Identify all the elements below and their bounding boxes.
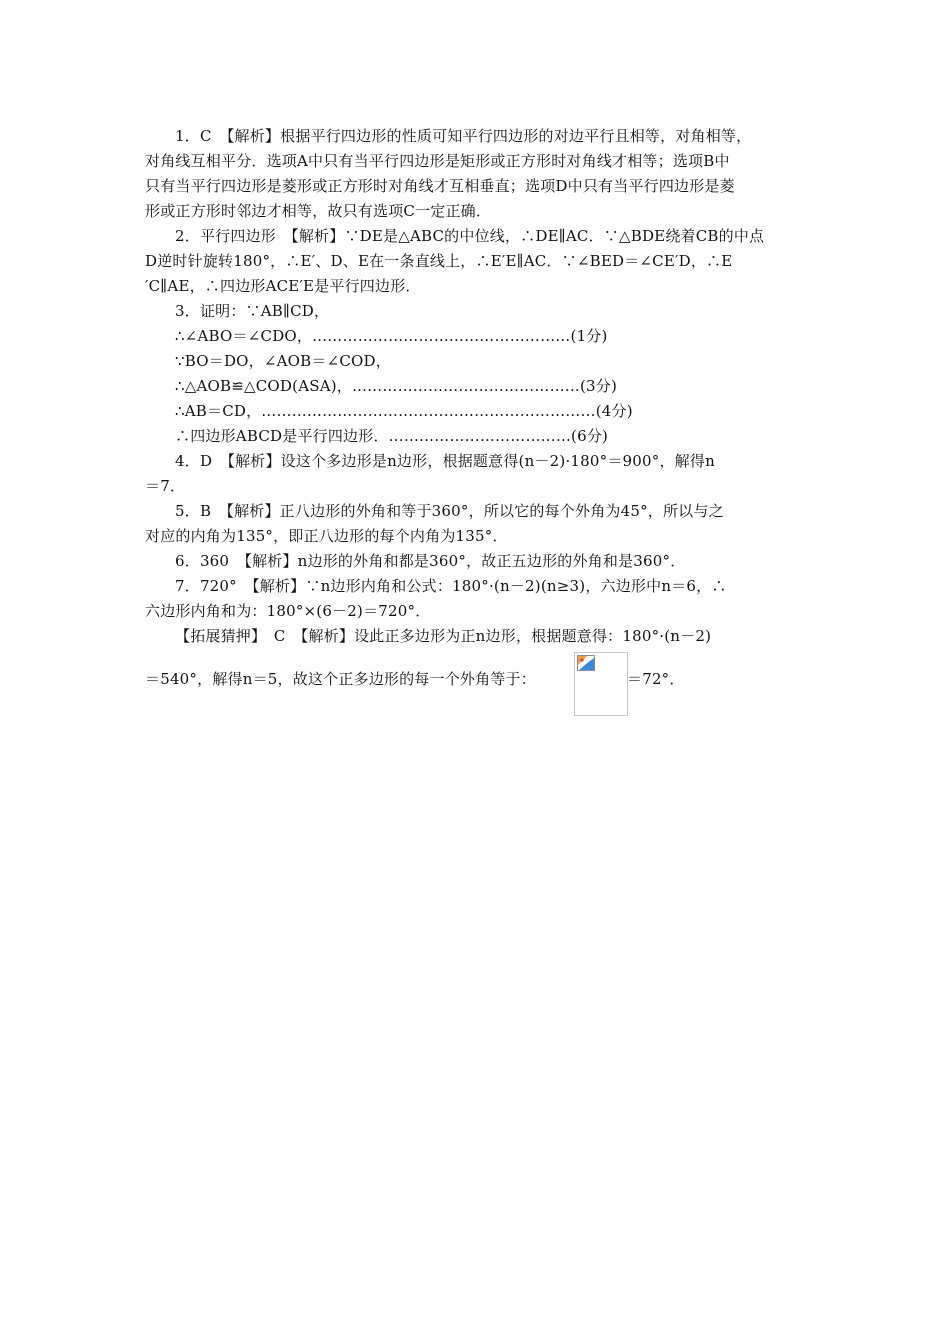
answer-3-line-3: ∵BO＝DO，∠AOB＝∠COD， <box>175 352 391 370</box>
answer-1-line-3: 只有当平行四边形是菱形或正方形时对角线才互相垂直；选项D中只有当平行四边形是菱 <box>145 177 735 195</box>
answer-4-line-1: 4．D 【解析】设这个多边形是n边形，根据题意得(n－2)·180°＝900°，解得n <box>175 452 715 470</box>
answer-5-line-2: 对应的内角为135°，即正八边形的每个内角为135°． <box>145 527 508 545</box>
formula-image-placeholder <box>574 652 628 716</box>
answer-1-line-4: 形或正方形时邻边才相等，故只有选项C一定正确． <box>145 202 492 220</box>
answer-7-line-1: 7．720° 【解析】∵n边形内角和公式：180°·(n－2)(n≥3)，六边形中n＝6，∴ <box>175 577 727 595</box>
answer-2-line-2: D逆时针旋转180°，∴E′、D、E在一条直线上，∴E′E∥AC．∵∠BED＝∠CE′D，∴E <box>145 252 733 270</box>
extension-line-1: 【拓展猜押】 C 【解析】设此正多边形为正n边形，根据题意得：180°·(n－2) <box>175 627 712 645</box>
answer-3-line-5: ∴AB＝CD，…………………………………………………………(4分) <box>175 402 633 420</box>
extension-line-2: ＝540°，解得n＝5，故这个正多边形的每一个外角等于： <box>145 670 536 688</box>
answer-1-line-1: 1．C 【解析】根据平行四边形的性质可知平行四边形的对边平行且相等，对角相等， <box>175 127 752 145</box>
answer-5-line-1: 5．B 【解析】正八边形的外角和等于360°，所以它的每个外角为45°，所以与之 <box>175 502 724 520</box>
answer-3-line-6: ∴四边形ABCD是平行四边形．………………………………(6分) <box>175 427 609 445</box>
answer-7-line-2: 六边形内角和为：180°×(6－2)＝720°． <box>145 602 431 620</box>
answer-2-line-1: 2．平行四边形 【解析】∵DE是△ABC的中位线，∴DE∥AC．∵△BDE绕着CB的中点 <box>175 227 765 245</box>
answer-4-line-2: ＝7． <box>145 477 186 495</box>
answer-2-line-3: ′C∥AE，∴四边形ACE′E是平行四边形． <box>145 277 421 295</box>
answer-1-line-2: 对角线互相平分．选项A中只有当平行四边形是矩形或正方形时对角线才相等；选项B中 <box>145 152 730 170</box>
broken-image-icon <box>577 655 595 671</box>
answer-3-line-2: ∴∠ABO＝∠CDO，……………………………………………(1分) <box>175 327 608 345</box>
answer-6-line-1: 6．360 【解析】n边形的外角和都是360°，故正五边形的外角和是360°． <box>175 552 686 570</box>
answer-3-line-4: ∴△AOB≌△COD(ASA)，………………………………………(3分) <box>175 377 618 395</box>
answer-3-line-1: 3．证明：∵AB∥CD， <box>175 302 330 320</box>
extension-result: ＝72°． <box>627 670 685 688</box>
